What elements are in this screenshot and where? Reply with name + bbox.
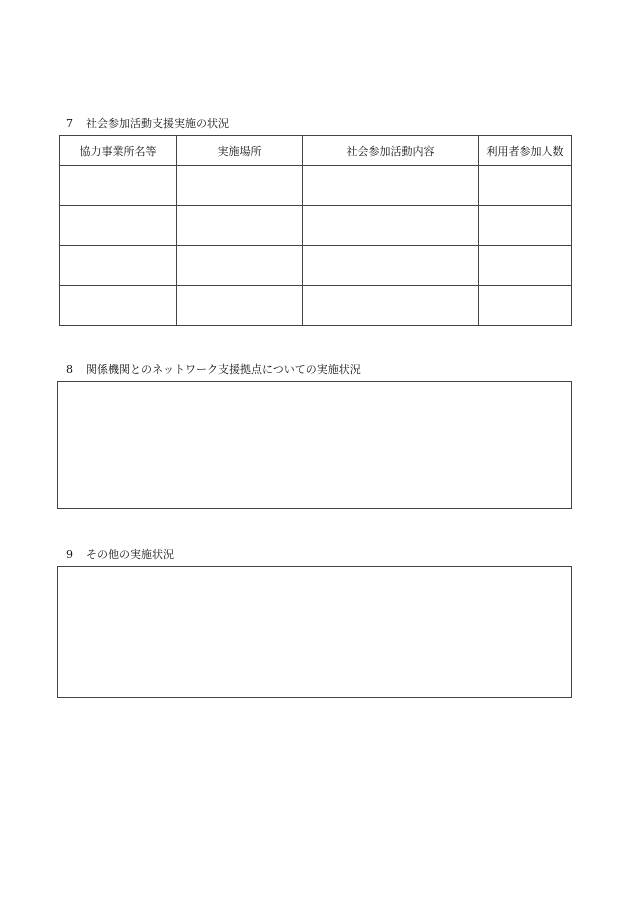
table-cell[interactable] — [303, 166, 479, 206]
table-cell[interactable] — [303, 286, 479, 326]
social-participation-table — [59, 135, 572, 326]
section-8-box[interactable] — [57, 381, 572, 509]
section-7-number: 7 — [66, 117, 73, 130]
section-8-number: 8 — [66, 363, 73, 376]
table-header-row — [60, 136, 572, 166]
header-cooperating-office: 協力事業所名等 — [60, 136, 177, 166]
table-row — [60, 246, 572, 286]
table-row — [60, 166, 572, 206]
section-7-title — [66, 115, 229, 131]
table-cell[interactable] — [60, 246, 177, 286]
header-location: 実施場所 — [177, 136, 303, 166]
table-cell[interactable] — [60, 206, 177, 246]
section-9-number: 9 — [66, 548, 73, 561]
section-7-heading: 社会参加活動支援実施の状況 — [86, 117, 229, 130]
section-9-title — [66, 546, 174, 562]
table-cell[interactable] — [60, 166, 177, 206]
header-activity-content: 社会参加活動内容 — [303, 136, 479, 166]
table-cell[interactable] — [303, 246, 479, 286]
table-row — [60, 286, 572, 326]
table-cell[interactable] — [177, 286, 303, 326]
table-cell[interactable] — [177, 246, 303, 286]
section-8-heading: 関係機関とのネットワーク支援拠点についての実施状況 — [86, 363, 361, 376]
table-cell[interactable] — [479, 286, 572, 326]
table-row — [60, 206, 572, 246]
section-9-heading: その他の実施状況 — [86, 548, 174, 561]
table-cell[interactable] — [479, 166, 572, 206]
table-cell[interactable] — [479, 206, 572, 246]
section-8-title — [66, 361, 361, 377]
table-cell[interactable] — [60, 286, 177, 326]
table-cell[interactable] — [177, 206, 303, 246]
table-cell[interactable] — [303, 206, 479, 246]
table-cell[interactable] — [479, 246, 572, 286]
header-participant-count: 利用者参加人数 — [479, 136, 572, 166]
section-9-box[interactable] — [57, 566, 572, 698]
table-cell[interactable] — [177, 166, 303, 206]
